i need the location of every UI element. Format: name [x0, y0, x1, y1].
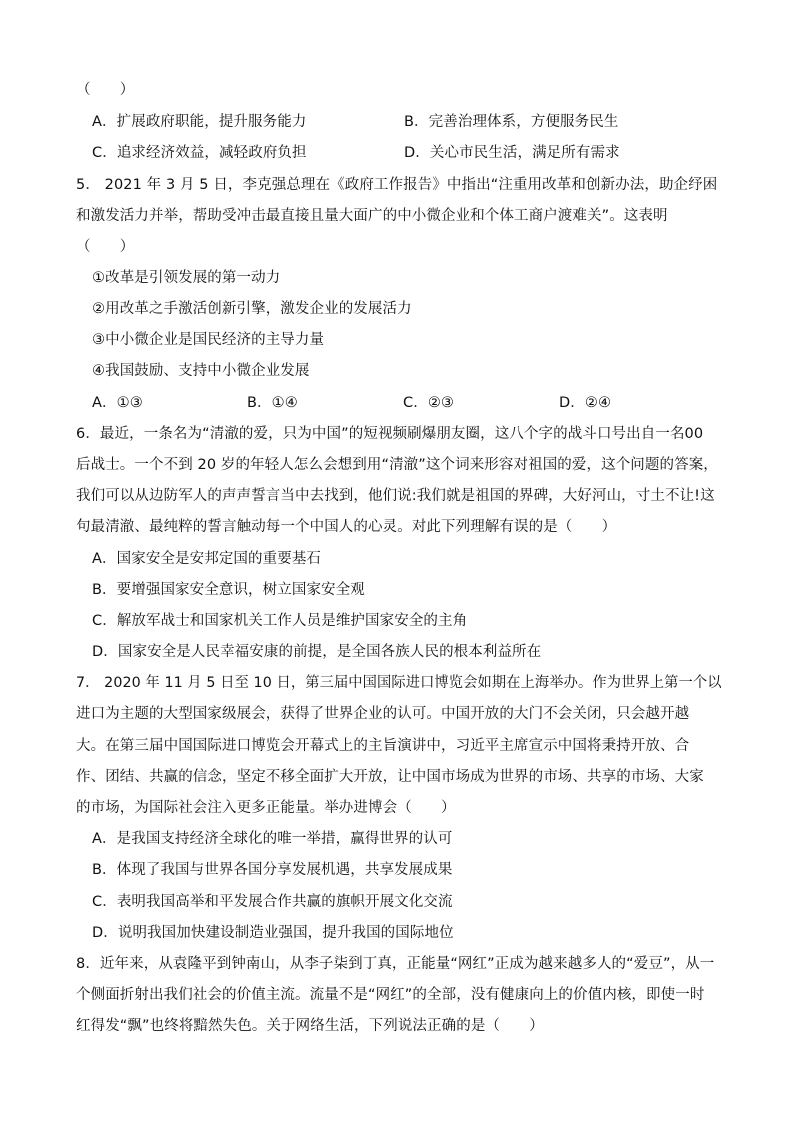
q4-options-row-1 — [92, 112, 732, 132]
q5-option-a[interactable]: A．①③ — [92, 395, 143, 411]
q6-option-c[interactable]: C．解放军战士和国家机关工作人员是维护国家安全的主角 — [92, 613, 468, 629]
q5-item-2: ②用改革之手激活创新引擎，激发企业的发展活力 — [92, 301, 412, 317]
q6-stem-line: 我们可以从边防军人的声声誓言当中去找到，他们说:我们就是祖国的界碑，大好河山，寸土不让!这 — [76, 488, 715, 504]
q5-options-row — [92, 393, 732, 413]
q7-option-c[interactable]: C．表明我国高举和平发展合作共赢的旗帜开展文化交流 — [92, 894, 453, 910]
q6-option-a[interactable]: A．国家安全是安邦定国的重要基石 — [92, 551, 322, 567]
q6-stem-line: 句最清澈、最纯粹的誓言触动每一个中国人的心灵。对此下列理解有误的是（ ） — [76, 519, 617, 535]
q7-stem-line: 作、团结、共赢的信念，坚定不移全面扩大开放，让中国市场成为世界的市场、共享的市场、大家 — [76, 769, 704, 785]
q6-option-d[interactable]: D．国家安全是人民幸福安康的前提，是全国各族人民的根本利益所在 — [92, 644, 542, 660]
q7-option-a[interactable]: A．是我国支持经济全球化的唯一举措，赢得世界的认可 — [92, 831, 453, 847]
q7-option-d[interactable]: D．说明我国加快建设制造业强国，提升我国的国际地位 — [92, 925, 454, 941]
q4-option-a[interactable]: A．扩展政府职能，提升服务能力 — [92, 114, 307, 130]
q5-option-d[interactable]: D．②④ — [559, 395, 612, 411]
q7-stem-line: 大。在第三届中国国际进口博览会开幕式上的主旨演讲中，习近平主席宣示中国将秉持开放、合 — [76, 738, 690, 754]
q4-options-row-2 — [92, 143, 732, 163]
q4-option-b[interactable]: B．完善治理体系，方便服务民生 — [404, 114, 619, 130]
q8-stem-line: 8．近年来，从袁隆平到钟南山，从李子柒到丁真，正能量“网红”正成为越来越多人的“爱豆”，从一 — [76, 956, 715, 972]
q5-stem-line: 和激发活力并举，帮助受冲击最直接且量大面广的中小微企业和个体工商户渡难关”。这表明 — [76, 208, 668, 224]
q5-option-b[interactable]: B．①④ — [247, 395, 298, 411]
q5-item-1: ①改革是引领发展的第一动力 — [92, 270, 281, 286]
q4-bracket: （ ） — [76, 82, 135, 98]
q5-item-4: ④我国鼓励、支持中小微企业发展 — [92, 363, 310, 379]
q5-stem-line: 5． 2021 年 3 月 5 日，李克强总理在《政府工作报告》中指出“注重用改革和创新办法，助企纾困 — [76, 177, 718, 193]
q5-bracket: （ ） — [76, 239, 135, 255]
q7-option-b[interactable]: B．体现了我国与世界各国分享发展机遇，共享发展成果 — [92, 862, 453, 878]
q7-stem-line: 7． 2020 年 11 月 5 日至 10 日，第三届中国国际进口博览会如期在上海举办。作为世界上第一个以 — [76, 675, 722, 691]
q6-stem-line: 6．最近，一条名为“清澈的爱，只为中国”的短视频刷爆朋友圈，这八个字的战斗口号出自一名00 — [76, 426, 704, 442]
q7-stem-line: 的市场，为国际社会注入更多正能量。举办进博会（ ） — [76, 800, 456, 816]
q8-stem-line: 红得发“飘”也终将黯然失色。关于网络生活，下列说法正确的是（ ） — [76, 1018, 544, 1034]
q7-stem-line: 进口为主题的大型国家级展会，获得了世界企业的认可。中国开放的大门不会关闭，只会越开越 — [76, 706, 690, 722]
q5-option-c[interactable]: C．②③ — [403, 395, 455, 411]
q4-option-c[interactable]: C．追求经济效益，减轻政府负担 — [92, 145, 307, 161]
q4-option-d[interactable]: D．关心市民生活，满足所有需求 — [404, 145, 620, 161]
q6-option-b[interactable]: B．要增强国家安全意识，树立国家安全观 — [92, 582, 365, 598]
q8-stem-line: 个侧面折射出我们社会的价值主流。流量不是“网红”的全部，没有健康向上的价值内核，即使一时 — [76, 987, 705, 1003]
q6-stem-line: 后战士。一个不到 20 岁的年轻人怎么会想到用“清澈”这个词来形容对祖国的爱，这个问题的答案， — [76, 457, 718, 473]
q5-item-3: ③中小微企业是国民经济的主导力量 — [92, 332, 325, 348]
